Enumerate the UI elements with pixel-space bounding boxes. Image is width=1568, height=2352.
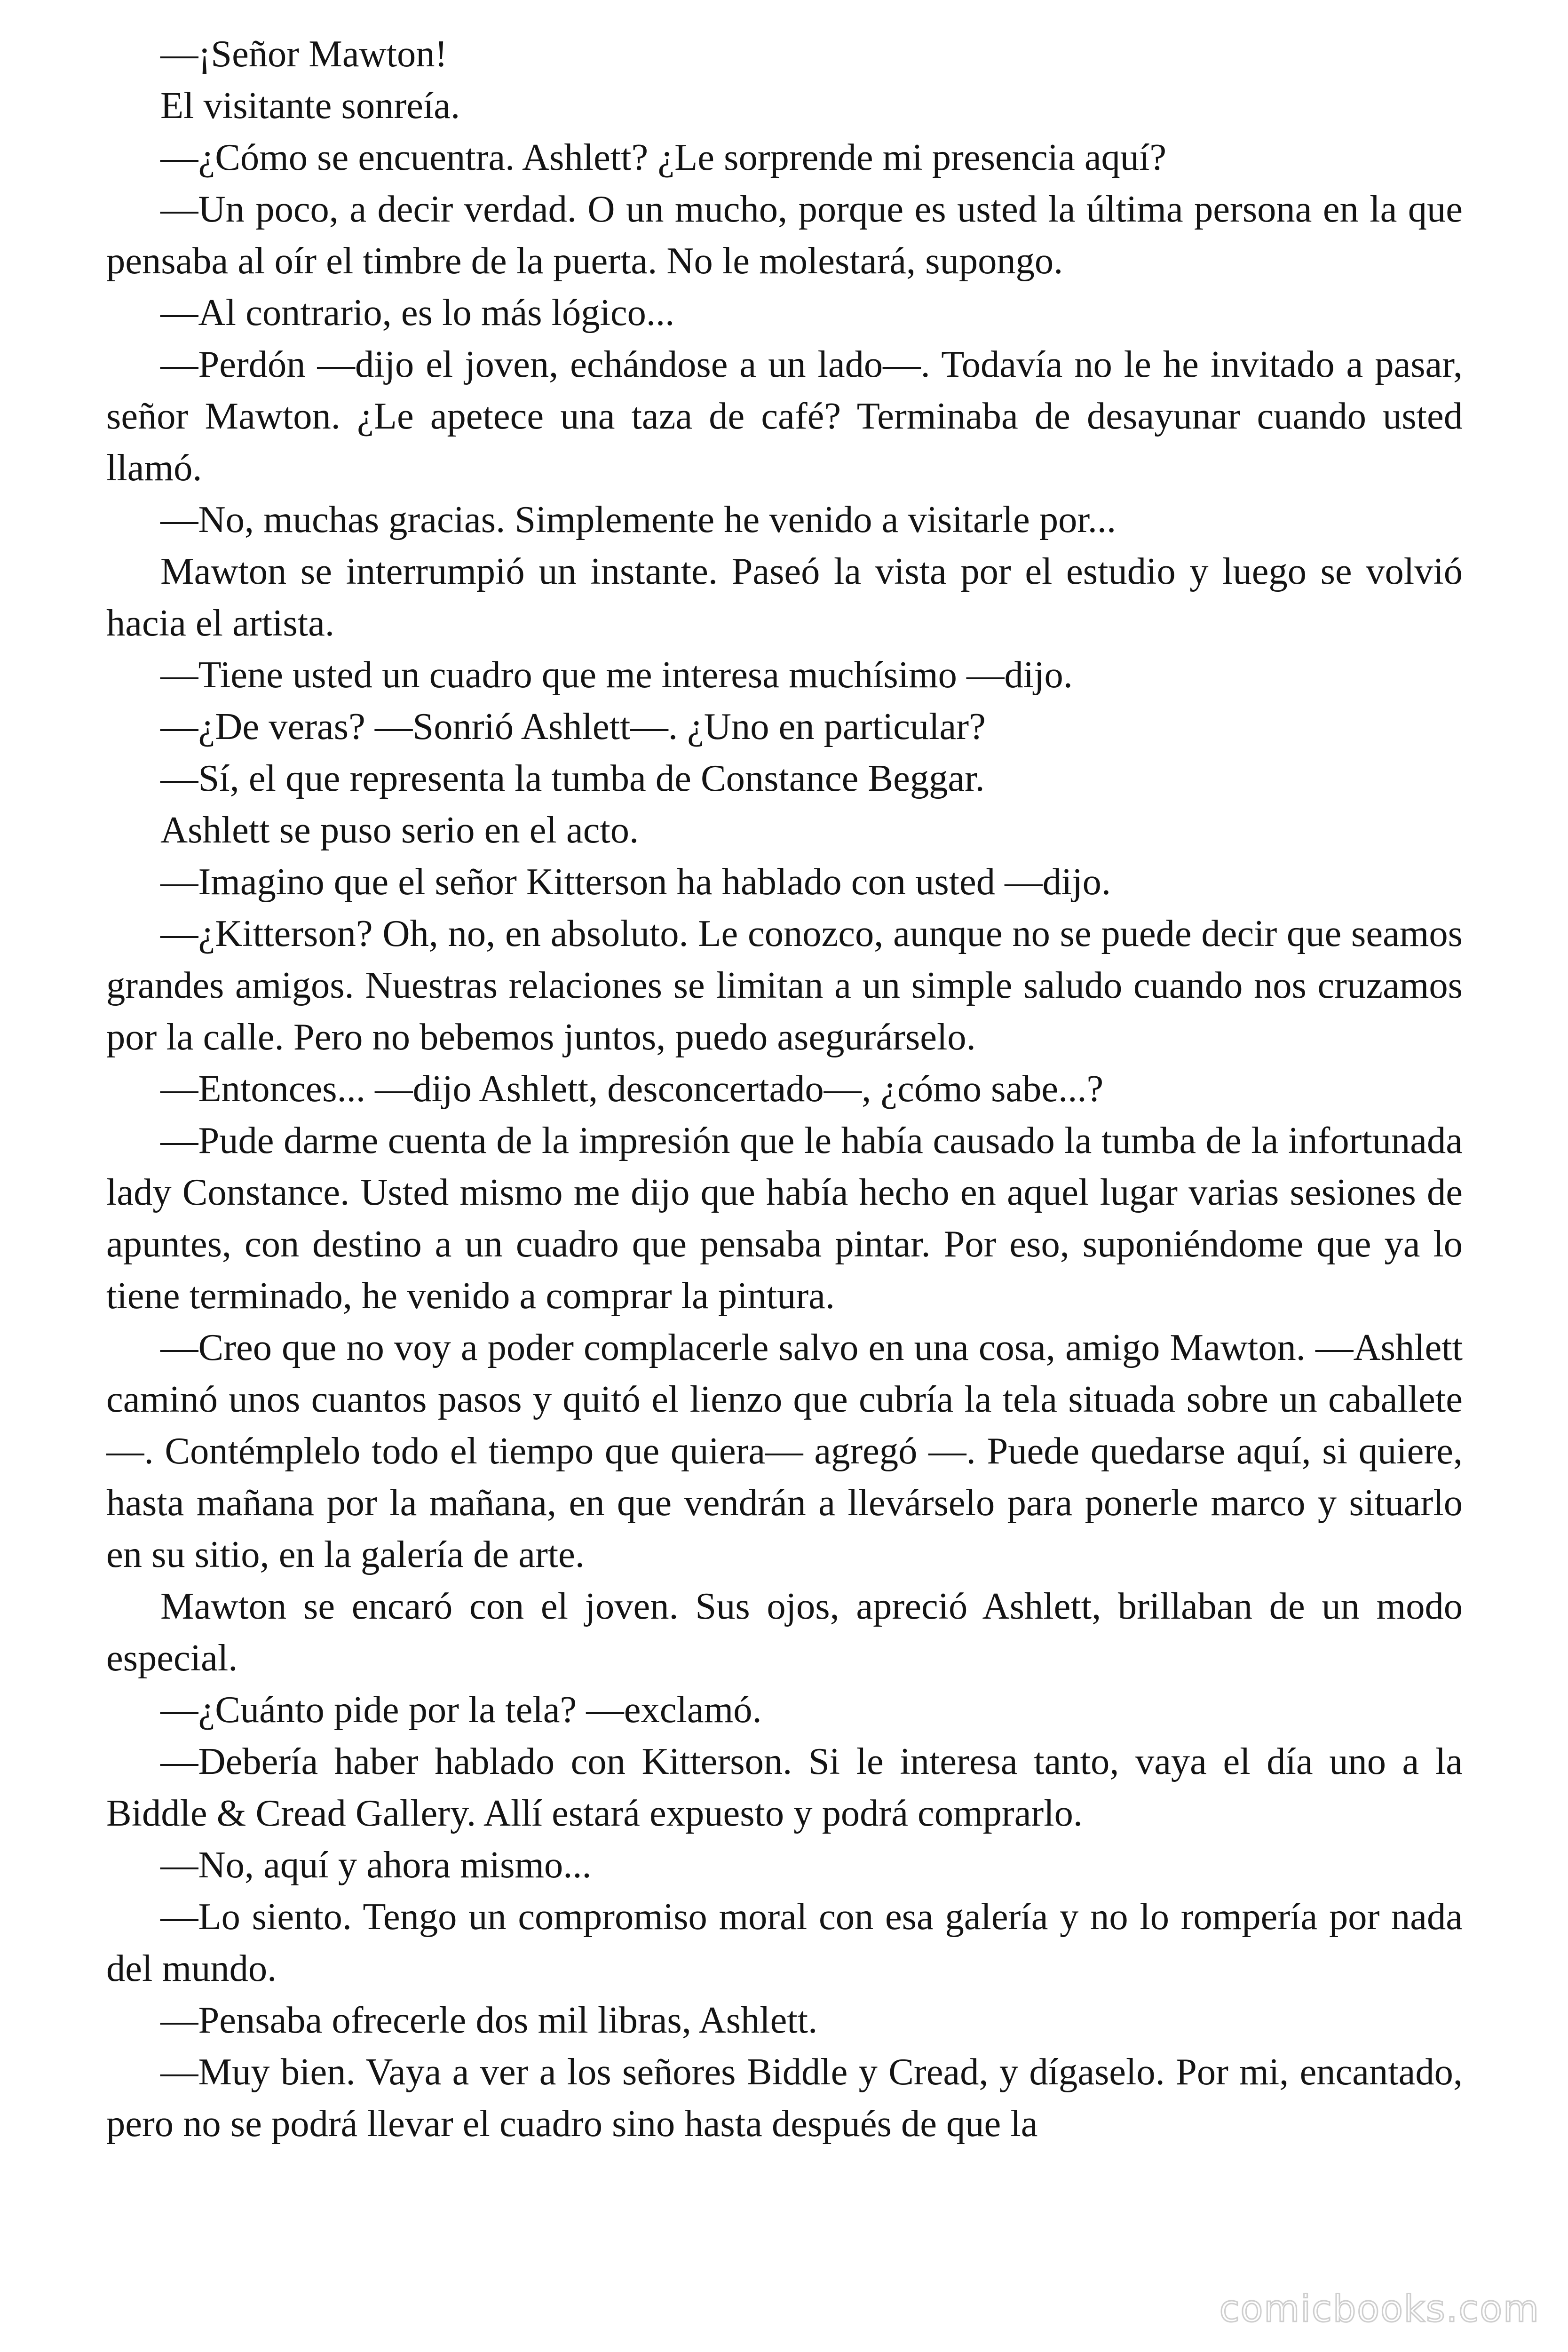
paragraph: —Entonces... —dijo Ashlett, desconcertado—, ¿cómo sabe...?: [160, 1068, 1104, 1110]
paragraph: —Perdón —dijo el joven, echándose a un lado—. Todavía no le he invitado a pasar, señor Mawton. ¿Le apetece una taza de café? Terminaba de desayunar cuando usted llamó.: [106, 343, 1463, 489]
paragraph: —¿Kitterson? Oh, no, en absoluto. Le conozco, aunque no se puede decir que seamos grandes amigos. Nuestras relaciones se limitan a un simple saludo cuando nos cruzamos por la calle. Pero no bebemos juntos, puedo asegurárselo.: [106, 913, 1463, 1058]
paragraph: —No, aquí y ahora mismo...: [160, 1844, 592, 1886]
paragraph: —No, muchas gracias. Simplemente he venido a visitarle por...: [160, 499, 1117, 540]
watermark-text: comicbooks.com: [1219, 2288, 1540, 2330]
paragraph: —Pude darme cuenta de la impresión que le había causado la tumba de la infortunada lady Constance. Usted mismo me dijo que había hecho en aquel lugar varias sesiones de apuntes, con destino a un cuadro que pensaba pintar. Por eso, suponiéndome que ya lo tiene terminado, he venido a comprar la pintura.: [106, 1120, 1463, 1317]
paragraph: —Al contrario, es lo más lógico...: [160, 292, 675, 334]
book-page: [106, 28, 1463, 2324]
paragraph: —Muy bien. Vaya a ver a los señores Biddle y Cread, y dígaselo. Por mi, encantado, pero no se podrá llevar el cuadro sino hasta después de que la: [106, 2051, 1463, 2145]
paragraph: —Pensaba ofrecerle dos mil libras, Ashlett.: [160, 1999, 818, 2041]
paragraph: —¿De veras? —Sonrió Ashlett—. ¿Uno en particular?: [160, 706, 986, 747]
paragraph: —¡Señor Mawton!: [160, 33, 448, 75]
paragraph: —Lo siento. Tengo un compromiso moral con esa galería y no lo rompería por nada del mundo.: [106, 1896, 1463, 1989]
paragraph: Ashlett se puso serio en el acto.: [160, 809, 639, 851]
paragraph: —Un poco, a decir verdad. O un mucho, porque es usted la última persona en la que pensaba al oír el timbre de la puerta. No le molestará, supongo.: [106, 188, 1463, 282]
paragraph: —Debería haber hablado con Kitterson. Si le interesa tanto, vaya el día uno a la Biddle & Cread Gallery. Allí estará expuesto y podrá comprarlo.: [106, 1740, 1463, 1834]
paragraph: —¿Cuánto pide por la tela? —exclamó.: [160, 1689, 762, 1731]
paragraph: Mawton se interrumpió un instante. Paseó la vista por el estudio y luego se volvió hacia el artista.: [106, 550, 1463, 644]
paragraph: —Sí, el que representa la tumba de Constance Beggar.: [160, 757, 985, 799]
paragraph: —Imagino que el señor Kitterson ha hablado con usted —dijo.: [160, 861, 1111, 903]
paragraph: El visitante sonreía.: [160, 85, 460, 127]
paragraph: Mawton se encaró con el joven. Sus ojos, apreció Ashlett, brillaban de un modo especial.: [106, 1585, 1463, 1679]
body-text: [106, 28, 1463, 2150]
paragraph: —Tiene usted un cuadro que me interesa muchísimo —dijo.: [160, 654, 1073, 696]
paragraph: —Creo que no voy a poder complacerle salvo en una cosa, amigo Mawton. —Ashlett caminó unos cuantos pasos y quitó el lienzo que cubría la tela situada sobre un caballete—. Contémplelo todo el tiempo que quiera— agregó —. Puede quedarse aquí, si quiere, hasta mañana por la mañana, en que vendrán a llevárselo para ponerle marco y situarlo en su sitio, en la galería de arte.: [106, 1327, 1463, 1575]
paragraph: —¿Cómo se encuentra. Ashlett? ¿Le sorprende mi presencia aquí?: [160, 136, 1167, 178]
